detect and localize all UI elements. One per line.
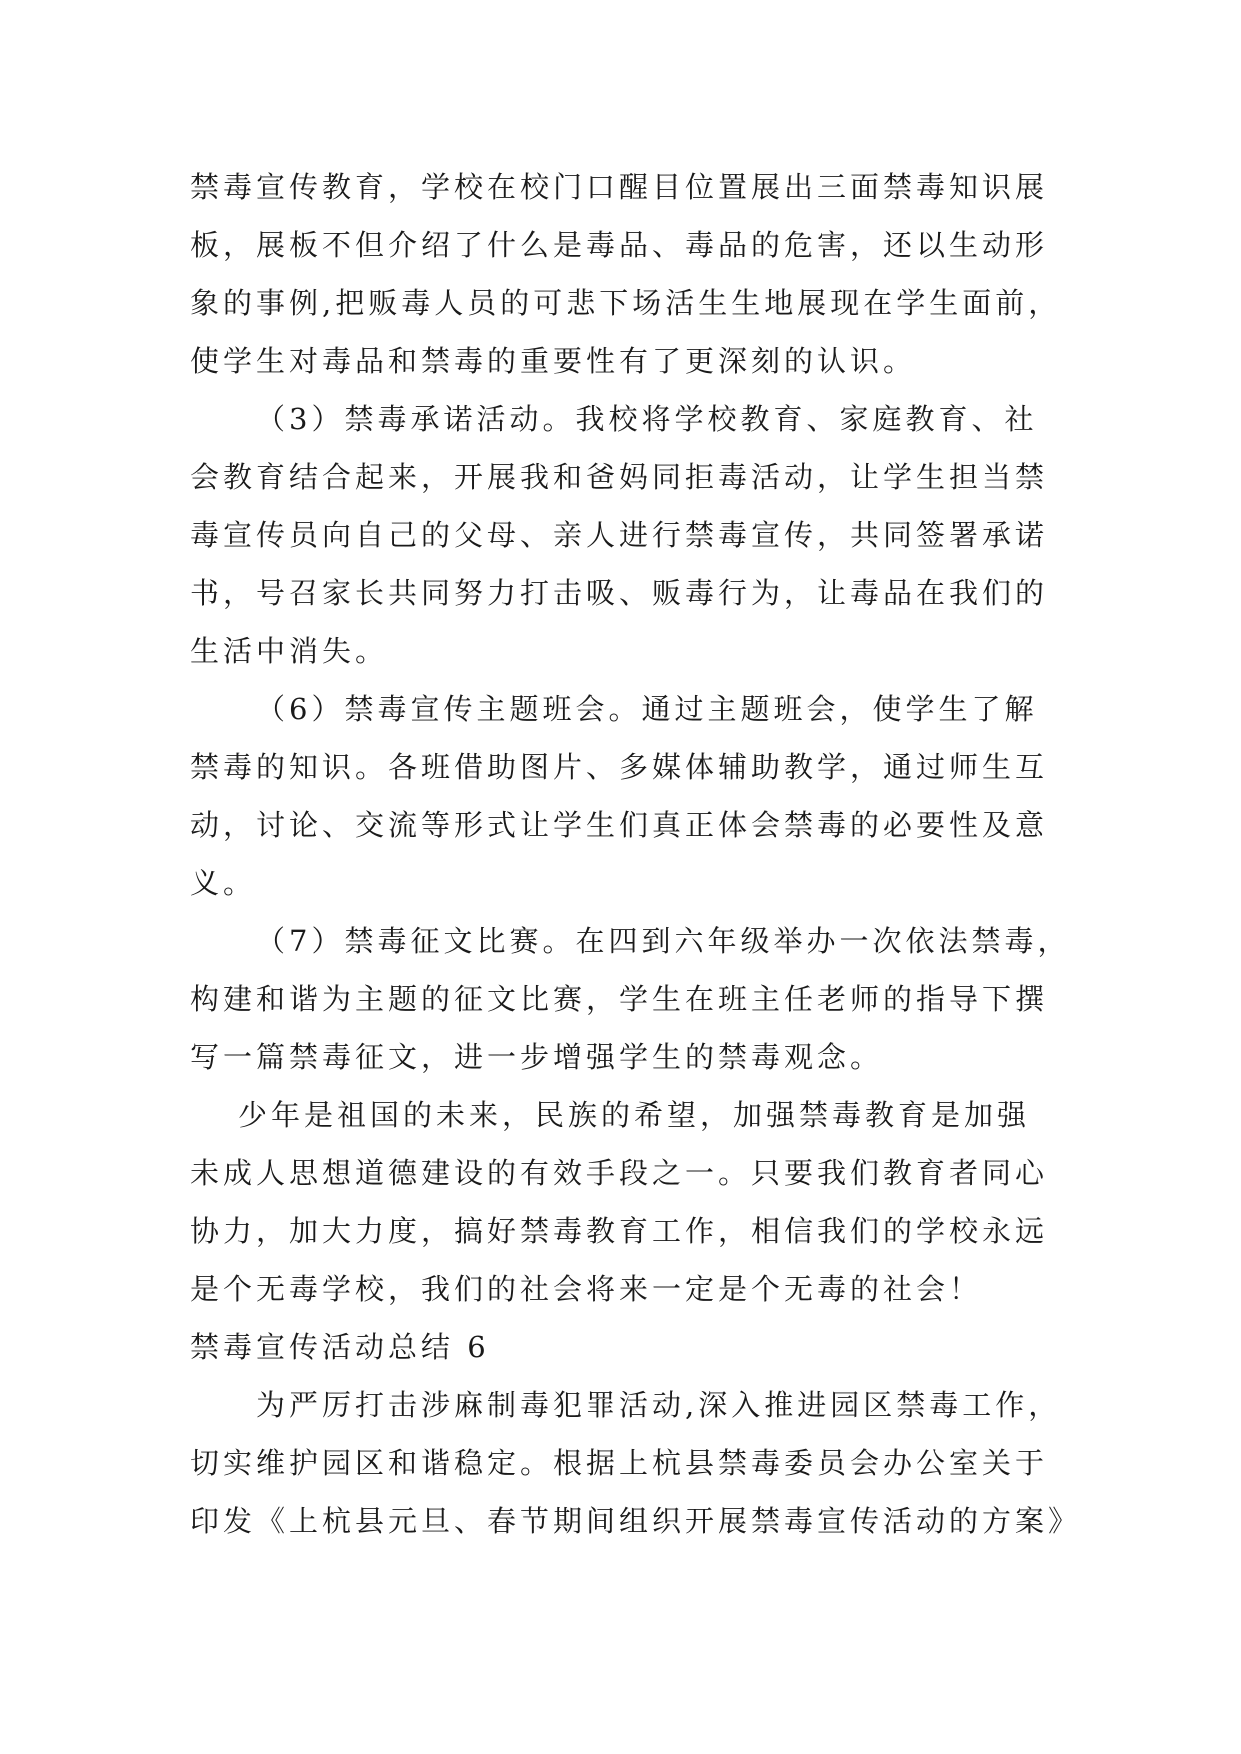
text-line: 会教育结合起来，开展我和爸妈同拒毒活动，让学生担当禁	[190, 460, 1049, 494]
text-line: 切实维护园区和谐稳定。根据上杭县禁毒委员会办公室关于	[190, 1446, 1049, 1480]
text-line: 是个无毒学校，我们的社会将来一定是个无毒的社会！	[190, 1272, 983, 1306]
text-line: 书，号召家长共同努力打击吸、贩毒行为，让毒品在我们的	[190, 576, 1049, 610]
section-heading: 禁毒宣传活动总结 6	[190, 1330, 490, 1364]
text-line: 写一篇禁毒征文，进一步增强学生的禁毒观念。	[190, 1040, 884, 1074]
text-line: 禁毒宣传教育，学校在校门口醒目位置展出三面禁毒知识展	[190, 170, 1049, 204]
text-line: 毒宣传员向自己的父母、亲人进行禁毒宣传，共同签署承诺	[190, 518, 1049, 552]
paragraph-start-line: 少年是祖国的未来，民族的希望，加强禁毒教育是加强	[238, 1098, 1031, 1132]
paragraph-start-line: （3）禁毒承诺活动。我校将学校教育、家庭教育、社	[256, 402, 1038, 436]
text-line: 板，展板不但介绍了什么是毒品、毒品的危害，还以生动形	[190, 228, 1049, 262]
text-line: 使学生对毒品和禁毒的重要性有了更深刻的认识。	[190, 344, 917, 378]
document-body	[190, 158, 1090, 1550]
text-line: 未成人思想道德建设的有效手段之一。只要我们教育者同心	[190, 1156, 1049, 1190]
text-line: 生活中消失。	[190, 634, 389, 668]
text-line: 构建和谐为主题的征文比赛，学生在班主任老师的指导下撰	[190, 982, 1049, 1016]
text-line: 动，讨论、交流等形式让学生们真正体会禁毒的必要性及意	[190, 808, 1049, 842]
paragraph-start-line: 为严厉打击涉麻制毒犯罪活动,深入推进园区禁毒工作，	[256, 1388, 1062, 1422]
text-line: 禁毒的知识。各班借助图片、多媒体辅助教学，通过师生互	[190, 750, 1049, 784]
text-line: 象的事例,把贩毒人员的可悲下场活生生地展现在学生面前，	[190, 286, 1062, 320]
text-line: 协力，加大力度，搞好禁毒教育工作，相信我们的学校永远	[190, 1214, 1049, 1248]
text-line: 印发《上杭县元旦、春节期间组织开展禁毒宣传活动的方案》	[190, 1504, 1082, 1538]
paragraph-start-line: （6）禁毒宣传主题班会。通过主题班会，使学生了解	[256, 692, 1038, 726]
text-line: 义。	[190, 866, 257, 900]
paragraph-start-line: （7）禁毒征文比赛。在四到六年级举办一次依法禁毒，	[256, 924, 1071, 958]
